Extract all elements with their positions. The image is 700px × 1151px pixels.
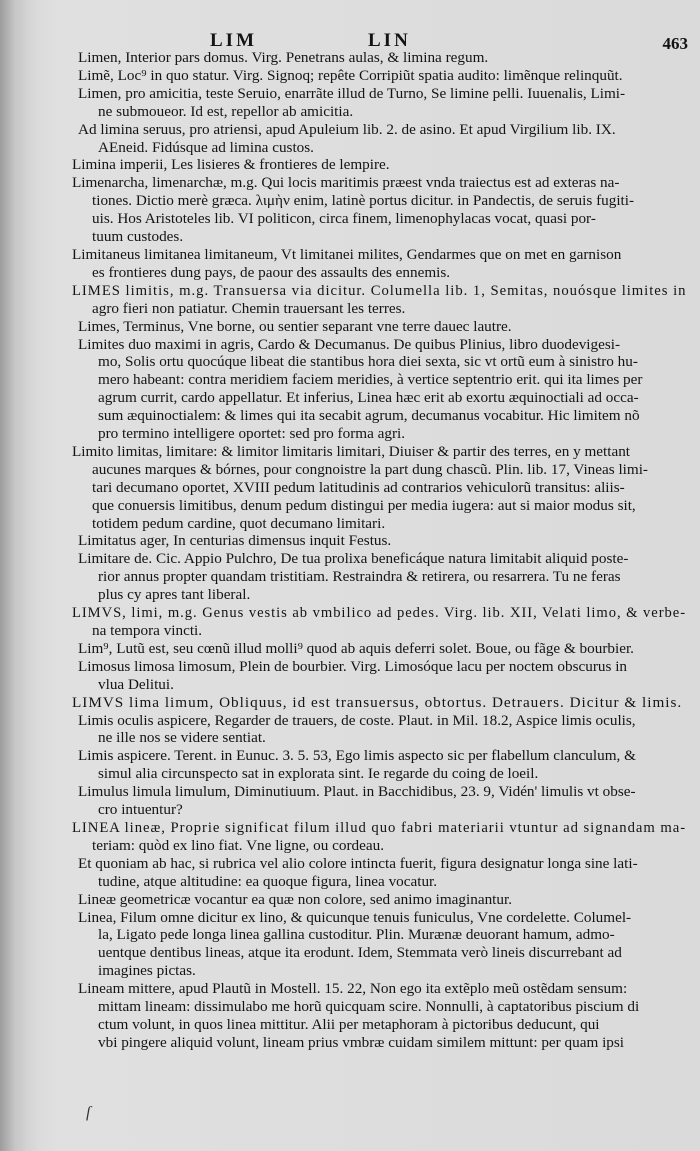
text-line: mero habeant: contra meridiem faciem meridies, à vertice septentrio erit. qui ita limes per (98, 371, 643, 389)
text-line: plus cy apres tant liberal. (98, 586, 251, 604)
text-line: Limites duo maximi in agris, Cardo & Decumanus. De quibus Plinius, libro duodevigesi- (78, 335, 621, 353)
running-head-right: LIN (368, 30, 411, 51)
text-line: agro fieri non patiatur. Chemin trauersant les terres. (92, 299, 406, 317)
text-line: Limitare de. Cic. Appio Pulchro, De tua prolixa beneficáque natura limitabit aliquid poste- (78, 550, 629, 568)
text-line: LIMVS lima limum, Obliquus, id est transuersus, obtortus. Detrauers. Dicitur & limis. (72, 693, 683, 711)
text-line: Lim⁹, Lutũ est, seu cœnũ illud molli⁹ quod ab aquis deferri solet. Boue, ou fãge & bourbier. (78, 639, 634, 657)
text-line: tudine, atque altitudine: ea quoque figura, linea vocatur. (98, 872, 438, 890)
text-line: sum æquinoctialem: & limes qui ita secabit agrum, decumanus vocabitur. Hic limitem nõ (98, 407, 640, 425)
text-line: AEneid. Fidúsque ad limina custos. (98, 138, 314, 156)
text-line: Limitatus ager, In centurias dimensus inquit Festus. (78, 532, 392, 550)
text-line: la, Ligato pede longa linea gallina custoditur. Plin. Murænæ deuorant hamum, admo- (98, 926, 615, 944)
text-line: Limosus limosa limosum, Plein de bourbier. Virg. Limosóque lacu per noctem obscurus in (78, 657, 628, 675)
text-line: cro intuentur? (98, 801, 183, 819)
text-line: simul alia circunspecto sat in explorata sint. Ie regarde du coing de loeil. (98, 765, 539, 783)
text-line: rior annus propter quandam tristitiam. Restraindra & retirera, ou resarrera. Tu ne feras (98, 568, 621, 586)
text-line: Limẽ, Loc⁹ in quo statur. Virg. Signoq; repête Corripiũt spatia audito: limẽnque relinquũt. (78, 66, 623, 84)
text-line: Limitaneus limitanea limitaneum, Vt limitanei milites, Gendarmes que on met en garnison (72, 245, 622, 263)
text-line: mo, Solis ortu quocúque libeat die stantibus hora diei sexta, sic vt ortũ eum à sinistro hu- (98, 353, 638, 371)
printer-mark: ſ (86, 1104, 91, 1121)
text-line: vlua Delitui. (98, 675, 174, 693)
text-line: uis. Hos Aristoteles lib. VI politicon, circa finem, limenophylacas vocat, quasi por- (92, 210, 596, 228)
text-line: ctum volunt, in quos linea mittitur. Alii per metaphoram à pictoribus deducunt, qui (98, 1015, 600, 1033)
text-line: Limenarcha, limenarchæ, m.g. Qui locis maritimis præest vnda traiectus est ad exteras na- (72, 174, 620, 192)
text-line: ne ille nos se videre sentiat. (98, 729, 266, 747)
text-line: LIMES limitis, m.g. Transuersa via dicitur. Columella lib. 1, Semitas, nouósque limites in (72, 281, 687, 299)
text-line: tuum custodes. (92, 228, 184, 246)
text-line: que conuersis limitibus, denum pedum distingui per media iugera: aut si maior modus sit, (92, 496, 636, 514)
text-line: Ad limina seruus, pro atriensi, apud Apuleium lib. 2. de asino. Et apud Virgilium lib. IX. (78, 120, 616, 138)
text-line: na tempora vincti. (92, 622, 203, 639)
text-line: totidem pedum cardine, quot decumano limitari. (92, 514, 386, 532)
text-line: Et quoniam ab hac, si rubrica vel alio colore intincta fuerit, figura designatur longa sine lati- (78, 854, 638, 872)
text-line: imagines pictas. (98, 962, 196, 980)
text-line: Limis aspicere. Terent. in Eunuc. 3. 5. 53, Ego limis aspecto sic per flabellum clanculum, & (78, 747, 636, 765)
binding-gutter-shadow (0, 0, 26, 1151)
text-line: tari decumano oportet, XVIII pedum latitudinis ad contrarios vehiculorũ transitus: aliis- (92, 478, 625, 496)
text-line: LINEA lineæ, Proprie significat filum illud quo fabri materiarii vtuntur ad signandam ma- (72, 818, 687, 836)
text-line: teriam: quòd ex lino fiat. Vne ligne, ou cordeau. (92, 836, 384, 854)
text-line: Lineæ geometricæ vocantur ea quæ non colore, sed animo imaginantur. (78, 890, 512, 908)
text-line: mittam lineam: dissimulabo me horũ quicquam scire. Nonnulli, à captatoribus piscium di (98, 998, 640, 1016)
text-line: ne submoueor. Id est, repellor ab amicitia. (98, 102, 354, 120)
text-line: Limen, pro amicitia, teste Seruio, enarrãte illud de Turno, Se limine pelli. Iuuenalis, Limi- (78, 84, 626, 102)
text-line: Limito limitas, limitare: & limitor limitaris limitari, Diuiser & partir des terres, en y mettant (72, 442, 631, 460)
text-line: agrum currit, cardo appellatur. Et inferius, Linea hæc erit ab exortu æquinoctiali ad occa- (98, 389, 639, 407)
text-line: uentque dentibus lineas, atque ita erodunt. Idem, Stemmata verò lineis discurrebant ad (98, 944, 622, 962)
text-line: Linea, Filum omne dicitur ex lino, & quicunque tenuis funiculus, Vne cordelette. Columel- (78, 908, 632, 926)
text-line: Lineam mittere, apud Plautũ in Mostell. 15. 22, Non ego ita extẽplo meũ ostẽdam sensum: (78, 980, 628, 998)
text-line: es frontieres dung pays, de paour des assaults des ennemis. (92, 263, 451, 281)
text-line: vbi pingere aliquid volunt, lineam prius vmbræ cuidam similem mittunt: per quam ipsi (98, 1033, 625, 1051)
text-line: Limina imperii, Les lisieres & frontieres de lempire. (72, 156, 390, 174)
text-line: LIMVS, limi, m.g. Genus vestis ab vmbilico ad pedes. Virg. lib. XII, Velati limo, & verbe- (72, 604, 687, 622)
text-line: tiones. Dictio merè græca. λιμὴν enim, latinè portus dicitur. in Pandectis, de seruis fugiti- (92, 192, 635, 210)
text-line: aucunes marques & bórnes, pour congnoistre la part dung chascũ. Plin. lib. 17, Vineas limi- (92, 460, 648, 478)
text-line: pro termino intelligere oportet: sed pro forma agri. (98, 425, 406, 443)
page-number: 463 (662, 34, 688, 53)
text-line: Limen, Interior pars domus. Virg. Penetrans aulas, & limina regum. (78, 49, 489, 66)
text-line: Limes, Terminus, Vne borne, ou sentier separant vne terre dauec lautre. (78, 317, 512, 335)
running-head-left: LIM (210, 30, 257, 51)
page-body-text (72, 49, 687, 1052)
text-line: Limis oculis aspicere, Regarder de trauers, de coste. Plaut. in Mil. 18.2, Aspice limis oculis, (78, 711, 636, 729)
text-line: Limulus limula limulum, Diminutiuum. Plaut. in Bacchidibus, 23. 9, Vidén' limulis vt obse- (78, 783, 636, 801)
